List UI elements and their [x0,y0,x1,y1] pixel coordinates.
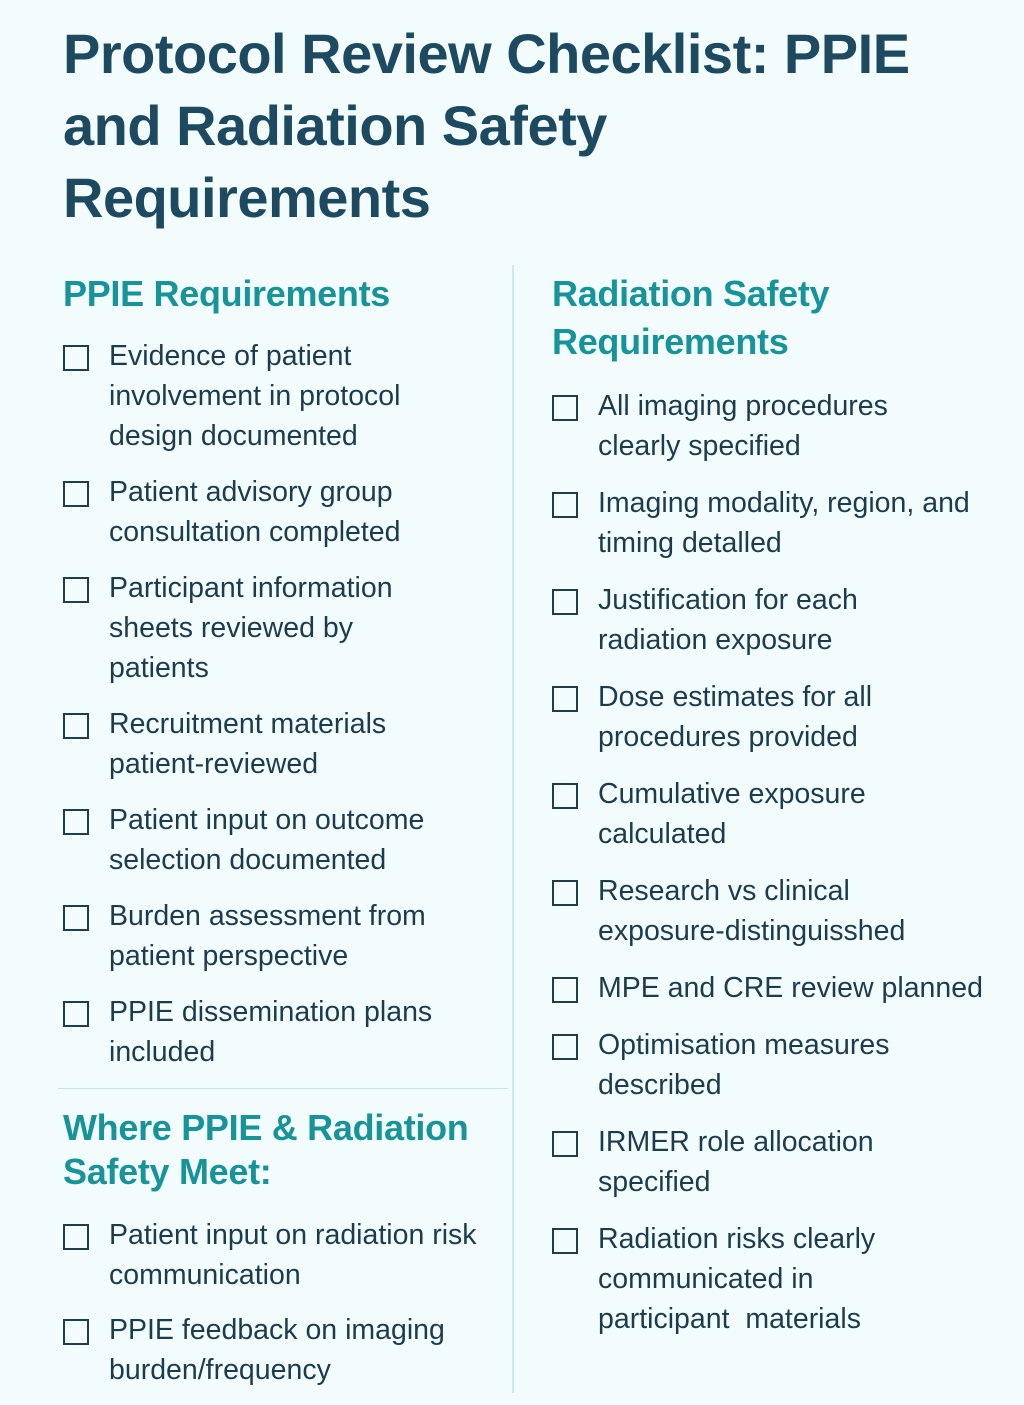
checklist-item-label: PPIE feedback on imaging burden/frequency [109,1314,445,1386]
checklist-item-label: Patient input on radiation risk communication [109,1219,477,1291]
checkbox-icon[interactable] [552,395,578,421]
checklist-item[interactable] [63,896,503,976]
ppie-heading: PPIE Requirements [63,273,391,314]
checklist-item[interactable] [63,472,503,552]
checkbox-icon[interactable] [552,977,578,1003]
checklist-item[interactable] [552,677,1020,757]
checklist-item-label: MPE and CRE review planned [598,972,983,1004]
checklist-item[interactable] [552,774,1020,854]
checklist-item-label: Cumulative exposure calculated [598,778,866,850]
checklist-item-label: Radiation risks clearly communicated in participant materials [598,1223,884,1335]
checklist-item-label: Justification for each radiation exposure [598,584,858,656]
checklist-item[interactable] [552,968,1020,1008]
checkbox-icon[interactable] [63,1224,89,1250]
checklist-item[interactable] [63,1215,503,1295]
checklist-item-label: Participant information sheets reviewed by patients [109,572,393,684]
checklist-item-label: PPIE dissemination plans included [109,996,433,1068]
checklist-item[interactable] [552,580,1020,660]
checklist-item-label: Imaging modality, region, and timing detalled [598,487,970,559]
checkbox-icon[interactable] [552,1131,578,1157]
checklist-item-label: Patient advisory group consultation completed [109,476,401,548]
radiation-section [552,270,1020,1356]
checkbox-icon[interactable] [63,809,89,835]
checklist-item[interactable] [63,568,503,688]
checkbox-icon[interactable] [63,905,89,931]
ppie-radiation-meet-section [63,1106,503,1405]
checklist-item[interactable] [63,704,503,784]
section-divider [58,1088,508,1089]
checklist-item[interactable] [552,386,1020,466]
checklist-item[interactable] [552,1122,1020,1202]
checkbox-icon[interactable] [552,492,578,518]
checkbox-icon[interactable] [63,345,89,371]
checkbox-icon[interactable] [552,589,578,615]
checkbox-icon[interactable] [63,481,89,507]
checkbox-icon[interactable] [63,1319,89,1345]
meet-checklist [63,1215,503,1390]
checklist-item-label: Burden assessment from patient perspective [109,900,426,972]
page-title: Protocol Review Checklist: PPIE and Radiation Safety Requirements [63,22,910,229]
checklist-item[interactable] [552,871,1020,951]
checklist-item[interactable] [63,336,503,456]
checklist-item-label: Research vs clinical exposure-distinguisshed [598,875,906,947]
checklist-item-label: Evidence of patient involvement in protocol design documented [109,340,401,452]
checklist-item-label: Recruitment materials patient-reviewed [109,708,387,780]
radiation-heading: Radiation Safety Requirements [552,273,830,362]
checklist-item[interactable] [552,483,1020,563]
checkbox-icon[interactable] [552,686,578,712]
checklist-item-label: All imaging procedures clearly specified [598,390,888,462]
checkbox-icon[interactable] [63,577,89,603]
checkbox-icon[interactable] [552,783,578,809]
checklist-item[interactable] [552,1025,1020,1105]
checkbox-icon[interactable] [552,1228,578,1254]
ppie-section [63,270,503,1088]
checkbox-icon[interactable] [552,1034,578,1060]
checklist-item[interactable] [63,1310,503,1390]
ppie-checklist [63,336,503,1072]
checklist-item-label: Optimisation measures described [598,1029,890,1101]
checkbox-icon[interactable] [63,713,89,739]
column-divider [512,265,514,1393]
checklist-item[interactable] [63,800,503,880]
checklist-item[interactable] [552,1219,1020,1339]
checkbox-icon[interactable] [63,1001,89,1027]
radiation-checklist [552,386,1020,1339]
checkbox-icon[interactable] [552,880,578,906]
checklist-item-label: IRMER role allocation specified [598,1126,874,1198]
checklist-item-label: Patient input on outcome selection documented [109,804,425,876]
checklist-item-label: Dose estimates for all procedures provided [598,681,873,753]
checklist-item[interactable] [63,992,503,1072]
meet-heading: Where PPIE & Radiation Safety Meet: [63,1107,469,1192]
